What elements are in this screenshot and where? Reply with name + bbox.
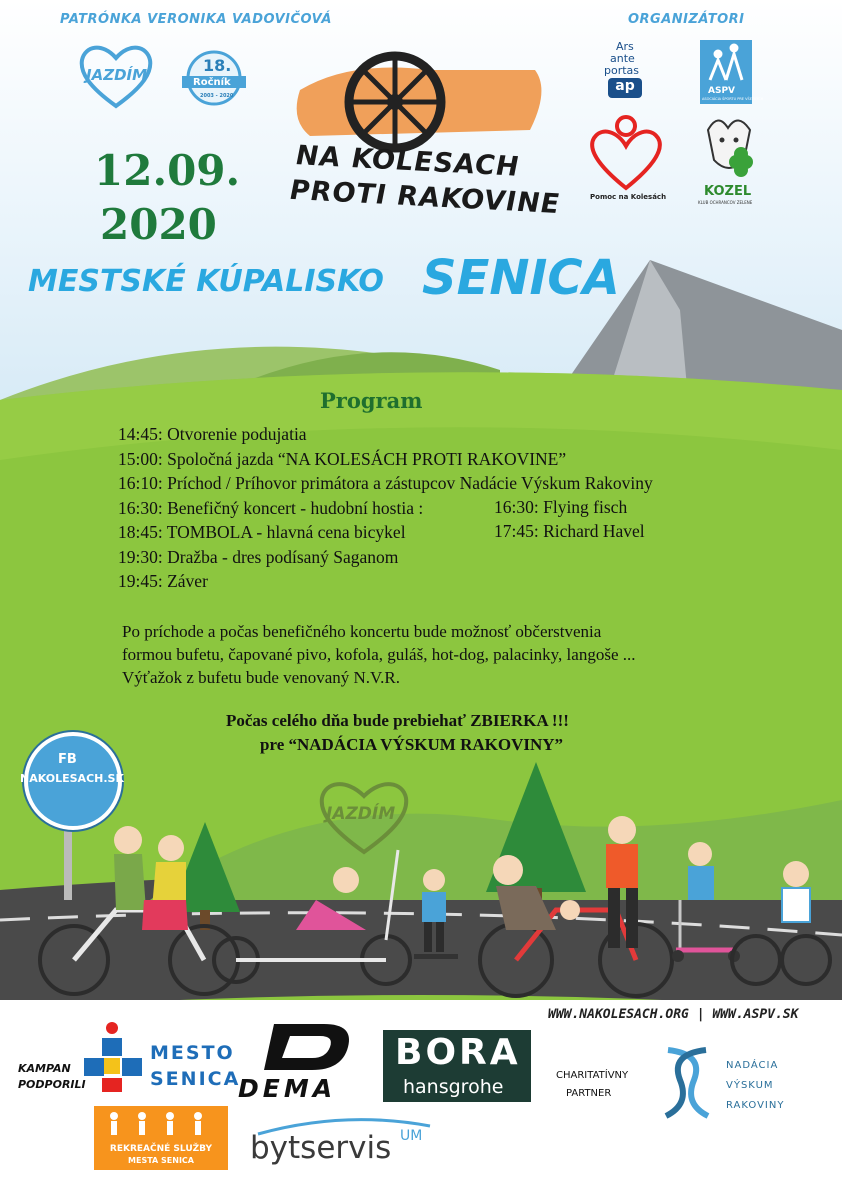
nvr-line3: RAKOVINY — [726, 1100, 785, 1111]
father-child-bike-icon — [480, 855, 672, 996]
kid-bike-icon — [732, 861, 830, 984]
program-title: Program — [320, 388, 423, 413]
info-line: formou bufetu, čapované pivo, kofola, guláš, hot-dog, palacinky, langoše ... — [122, 645, 636, 664]
jazdim-logo-text: JAZDÍM — [86, 66, 148, 84]
event-date-year: 2020 — [100, 200, 217, 249]
event-date-day: 12.09. — [94, 146, 241, 195]
program-item: 19:30: Dražba - dres podísaný Saganom — [118, 546, 399, 567]
program-item: 15:00: Spoločná jazda “NA KOLESÁCH PROTI RAKOVINE” — [118, 448, 567, 469]
riders-illustration — [36, 810, 836, 1010]
anniversary-label: Ročník — [193, 77, 231, 88]
program-item: 14:45: Otvorenie podujatia — [118, 424, 307, 444]
rekreacne-line1: REKREAČNÉ SLUŽBY — [109, 1144, 213, 1154]
hansgrohe-text: hansgrohe — [403, 1076, 504, 1098]
bora-hansgrohe-logo — [383, 1030, 531, 1102]
ars-line2: ante — [610, 52, 635, 65]
sports-figures-icon — [102, 1110, 220, 1140]
dema-d-logo-icon — [264, 1022, 356, 1072]
tandem-bike-icon — [40, 826, 238, 994]
anniversary-number: 18. — [203, 56, 232, 75]
program-item: 16:10: Príchod / Príhovor primátora a zástupcov Nadácie Výskum Rakoviny — [118, 473, 653, 493]
rekreacne-sluzby-logo — [94, 1106, 228, 1170]
skateboarder-icon — [414, 869, 458, 959]
mesto-line1: MESTO — [150, 1042, 235, 1064]
pomoc-label: Pomoc na Kolesách — [590, 193, 667, 201]
websites-text: WWW.NAKOLESACH.ORG | WWW.ASPV.SK — [548, 1007, 799, 1022]
info-line: Výťažok z bufetu bude venovaný N.V.R. — [122, 668, 400, 687]
patron-label: PATRÓNKA VERONIKA VADOVIČOVÁ — [60, 12, 332, 27]
ars-line3: portas — [604, 64, 640, 77]
kozel-label: KOZEL — [704, 184, 752, 199]
event-title-line2: PROTI RAKOVINE — [290, 174, 561, 221]
aspv-logo — [700, 40, 764, 104]
organizers-label: ORGANIZÁTORI — [628, 12, 745, 27]
venue-prefix: MESTSKÉ KÚPALISKO — [28, 264, 384, 299]
mesto-senica-logo-icon — [82, 1020, 146, 1092]
venue-city: SENICA — [422, 250, 620, 306]
collection-line: Počas celého dňa bude prebiehať ZBIERKA !!! — [226, 711, 569, 730]
bytservis-text: bytservis — [250, 1130, 392, 1166]
program-item: 19:45: Záver — [118, 571, 208, 591]
kozel-sub: KLUB OCHRANCOV ZELENE — [698, 200, 753, 205]
program-item: 18:45: TOMBOLA - hlavná cena bicykel — [118, 522, 406, 542]
info-line: Po príchode a počas benefičného koncertu bude možnosť občerstvenia — [122, 622, 602, 641]
nvr-line1: NADÁCIA — [726, 1060, 779, 1071]
bytservis-um: UM — [400, 1128, 423, 1144]
recumbent-bike-icon — [214, 850, 410, 984]
anniversary-years: 2003 - 2020 — [200, 93, 234, 99]
charity-label-line2: PARTNER — [566, 1088, 612, 1099]
nvr-line2: VÝSKUM — [726, 1080, 774, 1091]
nvr-ribbon-logo-icon — [654, 1044, 720, 1120]
aspv-label: ASPV — [708, 86, 736, 96]
kozel-goat-icon — [698, 110, 760, 180]
rekreacne-line2: MESTA SENICA — [128, 1156, 194, 1165]
program-list — [118, 424, 798, 596]
jazdim-center-text: JAZDÍM — [326, 804, 396, 824]
pomoc-heart-logo-icon — [588, 112, 664, 192]
ars-line1: Ars — [616, 40, 634, 53]
charity-label-line1: CHARITATÍVNY — [556, 1070, 629, 1081]
bora-text: BORA — [395, 1032, 521, 1073]
fb-sign-line1: FB — [58, 752, 77, 767]
collection-line: pre “NADÁCIA VÝSKUM RAKOVINY” — [260, 735, 564, 754]
aspv-figures-icon — [700, 40, 752, 84]
program-item: 16:30: Benefičný koncert - hudobní hostia : — [118, 497, 424, 518]
mesto-line2: SENICA — [150, 1068, 241, 1090]
program-guest: 16:30: Flying fisch — [494, 497, 628, 517]
kampan-label-line1: KAMPAN — [18, 1062, 71, 1075]
program-guest: 17:45: Richard Havel — [494, 521, 645, 541]
event-title-line1: NA KOLESACH — [296, 140, 520, 183]
aspv-sub: ASOCIÁCIA ŠPORTU PRE VŠETKÝCH — [702, 97, 764, 101]
dema-text: DEMA — [238, 1074, 337, 1103]
fb-sign-line2: NAKOLESACH.SK — [20, 772, 124, 785]
kampan-label-line2: PODPORILI — [18, 1078, 86, 1091]
scooter-kid-icon — [672, 842, 740, 962]
ars-ante-portas-logo — [602, 40, 662, 102]
ars-badge: ap — [608, 78, 642, 98]
